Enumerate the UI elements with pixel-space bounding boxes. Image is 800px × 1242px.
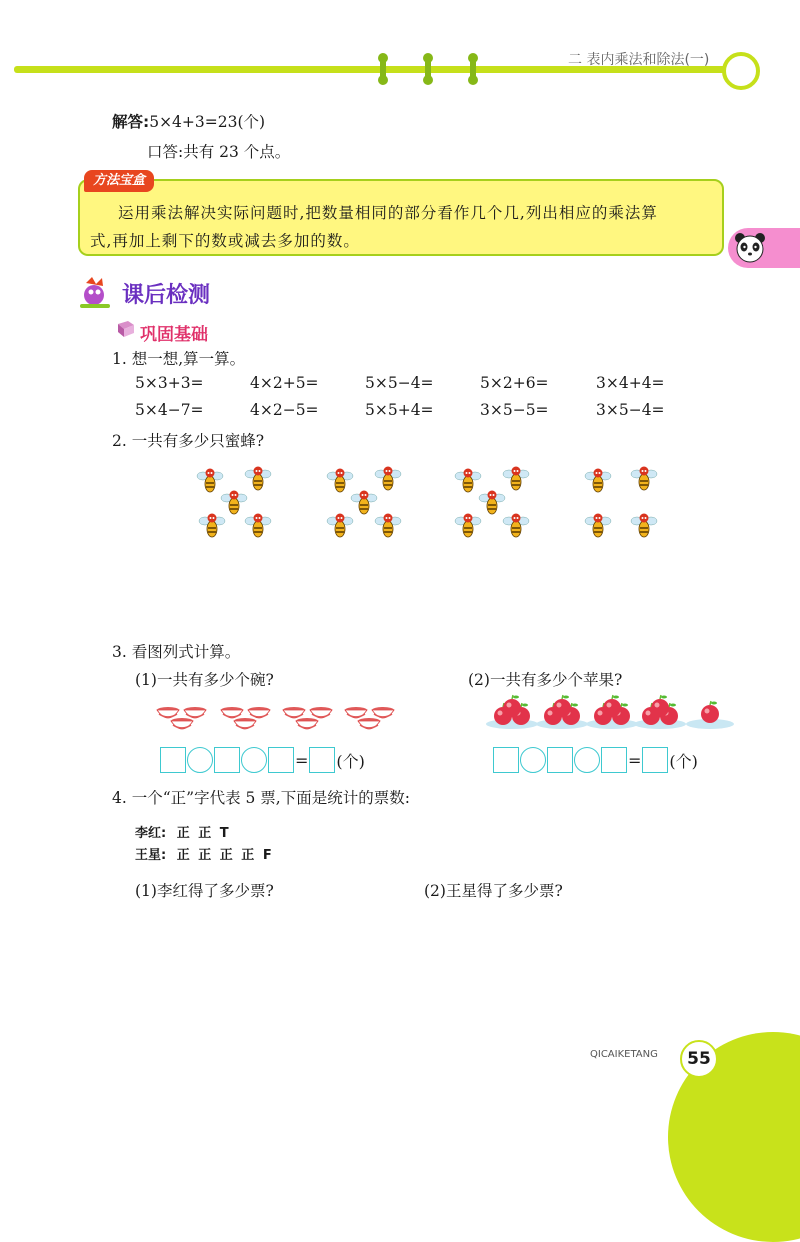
answer-box[interactable] xyxy=(214,747,240,773)
result-box[interactable] xyxy=(309,747,335,773)
panda-icon xyxy=(732,230,768,266)
equals-sign: = xyxy=(295,750,309,770)
q3-formula-1 xyxy=(160,747,365,773)
chapter-badge-icon xyxy=(722,52,760,90)
solution-label: 解答: xyxy=(112,113,150,131)
q2-title: 2. 一共有多少只蜜蜂? xyxy=(112,432,265,450)
tally-marks: 正 正 T xyxy=(176,826,231,841)
q1-eq: 3×4+4= xyxy=(596,374,665,392)
q3-part1: (1)一共有多少个碗? xyxy=(135,671,274,689)
unit-label: (个) xyxy=(669,751,698,771)
q3-part2: (2)一共有多少个苹果? xyxy=(468,671,623,689)
tally-label: 李红: xyxy=(135,826,167,841)
result-box[interactable] xyxy=(642,747,668,773)
q1-title: 1. 想一想,算一算。 xyxy=(112,350,246,368)
q1-eq: 5×4−7= xyxy=(135,401,204,419)
q4-part2: (2)王星得了多少票? xyxy=(424,882,563,900)
q1-eq: 5×5+4= xyxy=(365,401,434,419)
brand-label: QICAIKETANG xyxy=(590,1049,658,1060)
subsection-title: 巩固基础 xyxy=(140,325,208,345)
book-icon xyxy=(116,320,136,338)
unit-label: (个) xyxy=(336,751,365,771)
page-number: 55 xyxy=(680,1040,718,1078)
answer-box[interactable] xyxy=(160,747,186,773)
q1-eq: 3×5−4= xyxy=(596,401,665,419)
tally-row-wangxing xyxy=(135,844,274,863)
q1-eq: 5×2+6= xyxy=(480,374,549,392)
operator-circle[interactable] xyxy=(574,747,600,773)
method-line-1: 运用乘法解决实际问题时,把数量相同的部分看作几个几,列出相应的乘法算 xyxy=(118,204,658,222)
section-title: 课后检测 xyxy=(122,283,211,308)
mascot-icon xyxy=(76,275,116,309)
answer-box[interactable] xyxy=(268,747,294,773)
reply-line: 口答:共有 23 个点。 xyxy=(147,143,291,161)
q3-title: 3. 看图列式计算。 xyxy=(112,643,241,661)
tally-row-lihong xyxy=(135,822,231,841)
q1-eq: 4×2+5= xyxy=(250,374,319,392)
q1-eq: 3×5−5= xyxy=(480,401,549,419)
method-badge: 方法宝盒 xyxy=(84,170,154,192)
header-pin xyxy=(470,55,476,83)
equals-sign: = xyxy=(628,750,642,770)
answer-box[interactable] xyxy=(547,747,573,773)
solution-line xyxy=(112,110,265,132)
header-pin xyxy=(380,55,386,83)
operator-circle[interactable] xyxy=(187,747,213,773)
header-pin xyxy=(425,55,431,83)
operator-circle[interactable] xyxy=(520,747,546,773)
tally-marks: 正 正 正 正 F xyxy=(176,848,274,863)
answer-box[interactable] xyxy=(601,747,627,773)
q1-eq: 5×5−4= xyxy=(365,374,434,392)
method-line-2: 式,再加上剩下的数或减去多加的数。 xyxy=(90,232,360,250)
tally-label: 王星: xyxy=(135,848,167,863)
operator-circle[interactable] xyxy=(241,747,267,773)
solution-text: 5×4+3=23(个) xyxy=(149,113,266,131)
chapter-title: 二 表内乘法和除法(一) xyxy=(568,52,710,68)
q1-eq: 5×3+3= xyxy=(135,374,204,392)
q4-title: 4. 一个“正”字代表 5 票,下面是统计的票数: xyxy=(112,789,410,807)
q1-eq: 4×2−5= xyxy=(250,401,319,419)
q3-formula-2 xyxy=(493,747,698,773)
answer-box[interactable] xyxy=(493,747,519,773)
q4-part1: (1)李红得了多少票? xyxy=(135,882,274,900)
